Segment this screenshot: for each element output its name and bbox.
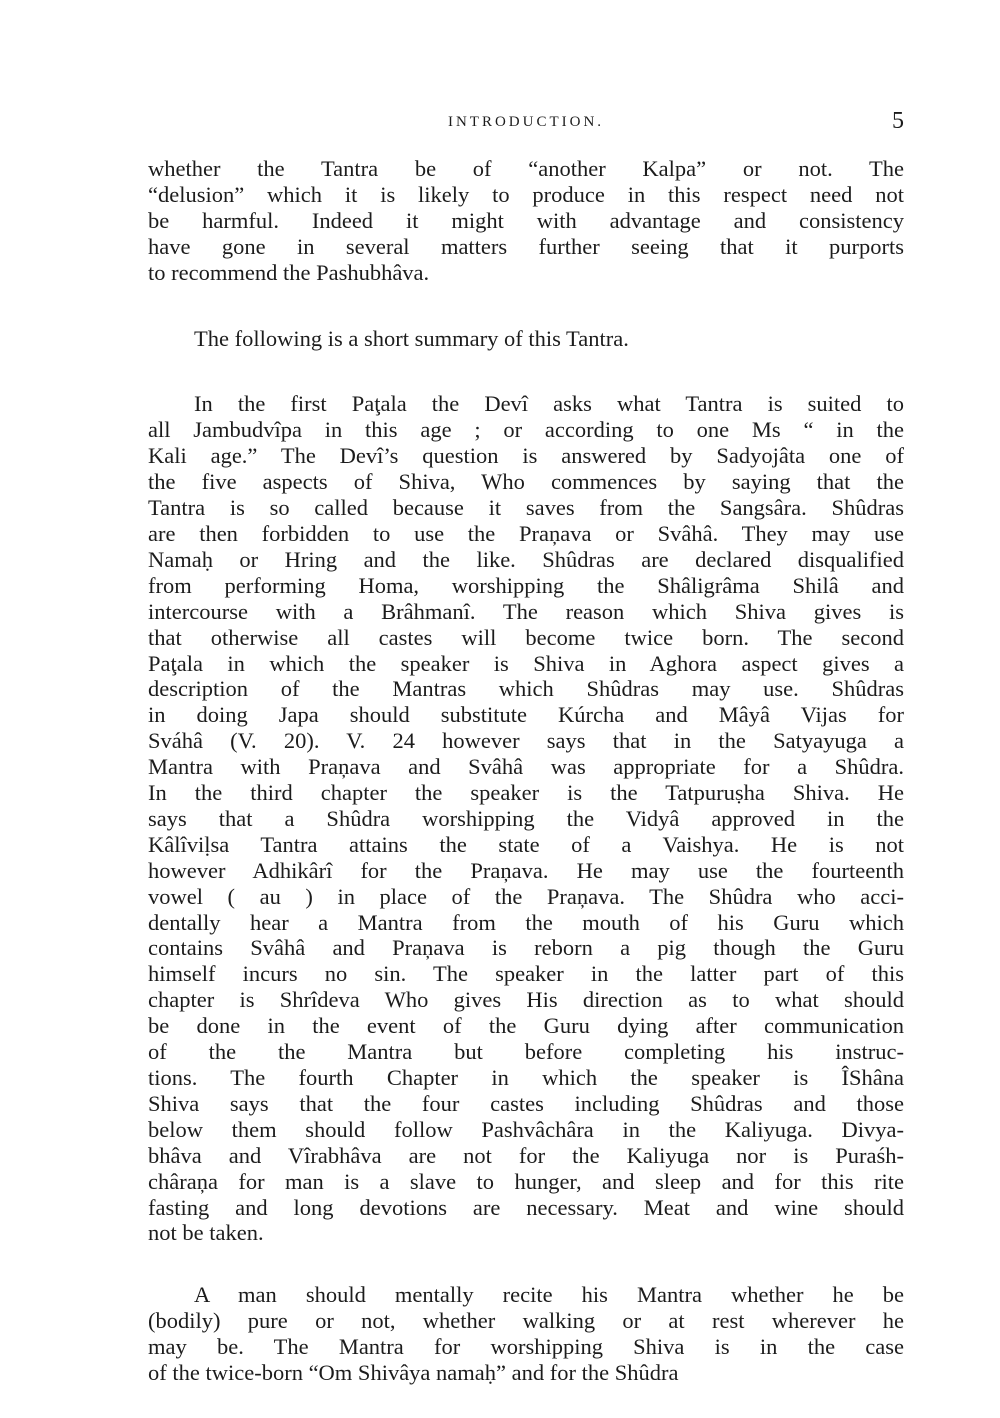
text-line: all Jambudvîpa in this age ; or according to one Ms “ in the bbox=[148, 417, 904, 443]
text-line: not be taken. bbox=[148, 1220, 264, 1246]
text-line: be harmful. Indeed it might with advantage and consistency bbox=[148, 207, 904, 233]
text-line: whether the Tantra be of “another Kalpa” or not. The bbox=[148, 156, 904, 181]
text-line: of the twice-born “Om Shivâya namaḥ” and for the Shûdra bbox=[148, 1360, 679, 1386]
text-line: dentally hear a Mantra from the mouth of his Guru which bbox=[148, 909, 904, 935]
text-line: fasting and long devotions are necessary. Meat and wine should bbox=[148, 1194, 904, 1220]
text-line: are then forbidden to use the Praņava or Svâhâ. They may use bbox=[148, 520, 904, 546]
paragraph bbox=[148, 391, 904, 1246]
text-line: vowel ( au ) in place of the Praņava. The Shûdra who acci- bbox=[148, 883, 904, 909]
page-number: 5 bbox=[892, 108, 904, 134]
text-line: Namaḥ or Hring and the like. Shûdras are declared disqualified bbox=[148, 546, 904, 572]
text-line: to recommend the Pashubhâva. bbox=[148, 259, 430, 285]
paragraph-spacer bbox=[148, 286, 904, 326]
text-line: himself incurs no sin. The speaker in the latter part of this bbox=[148, 961, 904, 987]
text-line: The following is a short summary of this Tantra. bbox=[194, 325, 629, 351]
paragraph bbox=[148, 326, 904, 352]
body-text bbox=[148, 156, 904, 1386]
paragraph-spacer bbox=[148, 1246, 904, 1282]
text-line: in doing Japa should substitute Kúrcha and Mâyâ Vijas for bbox=[148, 702, 904, 728]
text-line: (bodily) pure or not, whether walking or at rest wherever he bbox=[148, 1308, 904, 1334]
text-line: may be. The Mantra for worshipping Shiva is in the case bbox=[148, 1334, 904, 1360]
text-line: intercourse with a Brâhmanî. The reason which Shiva gives is bbox=[148, 598, 904, 624]
text-line: Kâlîviḷsa Tantra attains the state of a Vaishya. He is not bbox=[148, 831, 904, 857]
text-line: of the the Mantra but before completing his instruc- bbox=[148, 1039, 904, 1065]
text-line: Tantra is so called because it saves from the Sangsâra. Shûdras bbox=[148, 495, 904, 521]
text-line: that otherwise all castes will become twice born. The second bbox=[148, 624, 904, 650]
text-line: Kali age.” The Devî’s question is answered by Sadyojâta one of bbox=[148, 443, 904, 469]
text-line: the five aspects of Shiva, Who commences by saying that the bbox=[148, 469, 904, 495]
text-line: have gone in several matters further seeing that it purports bbox=[148, 233, 904, 259]
running-head bbox=[148, 108, 904, 140]
text-line: description of the Mantras which Shûdras may use. Shûdras bbox=[148, 676, 904, 702]
text-line: In the third chapter the speaker is the Tatpuruṣha Shiva. He bbox=[148, 780, 904, 806]
paragraph bbox=[148, 156, 904, 286]
text-line: Shiva says that the four castes including Shûdras and those bbox=[148, 1090, 904, 1116]
text-line: bhâva and Vîrabhâva are not for the Kaliyuga nor is Puraśh- bbox=[148, 1142, 904, 1168]
text-line: says that a Shûdra worshipping the Vidyâ approved in the bbox=[148, 805, 904, 831]
text-line: A man should mentally recite his Mantra whether he be bbox=[194, 1282, 904, 1308]
paragraph-spacer bbox=[148, 351, 904, 391]
text-line: from performing Homa, worshipping the Shâligrâma Shilâ and bbox=[148, 572, 904, 598]
text-line: In the first Paţala the Devî asks what Tantra is suited to bbox=[194, 391, 904, 417]
text-line: Paţala in which the speaker is Shiva in Aghora aspect gives a bbox=[148, 650, 904, 676]
text-line: Mantra with Praņava and Svâhâ was appropriate for a Shûdra. bbox=[148, 754, 904, 780]
paragraph bbox=[148, 1282, 904, 1386]
text-line: tions. The fourth Chapter in which the speaker is ÎShâna bbox=[148, 1065, 904, 1090]
text-line: however Adhikârî for the Praņava. He may use the fourteenth bbox=[148, 857, 904, 883]
text-line: be done in the event of the Guru dying after communication bbox=[148, 1013, 904, 1039]
text-line: contains Svâhâ and Praņava is reborn a pig though the Guru bbox=[148, 935, 904, 961]
text-line: châraņa for man is a slave to hunger, and sleep and for this rite bbox=[148, 1168, 904, 1194]
text-line: Sváhâ (V. 20). V. 24 however says that in the Satyayuga a bbox=[148, 728, 904, 754]
text-line: “delusion” which it is likely to produce in this respect need not bbox=[148, 181, 904, 207]
text-line: chapter is Shrîdeva Who gives His direction as to what should bbox=[148, 987, 904, 1013]
page-header-title: INTRODUCTION. bbox=[447, 114, 605, 130]
text-line: below them should follow Pashvâchâra in the Kaliyuga. Divya- bbox=[148, 1116, 904, 1142]
